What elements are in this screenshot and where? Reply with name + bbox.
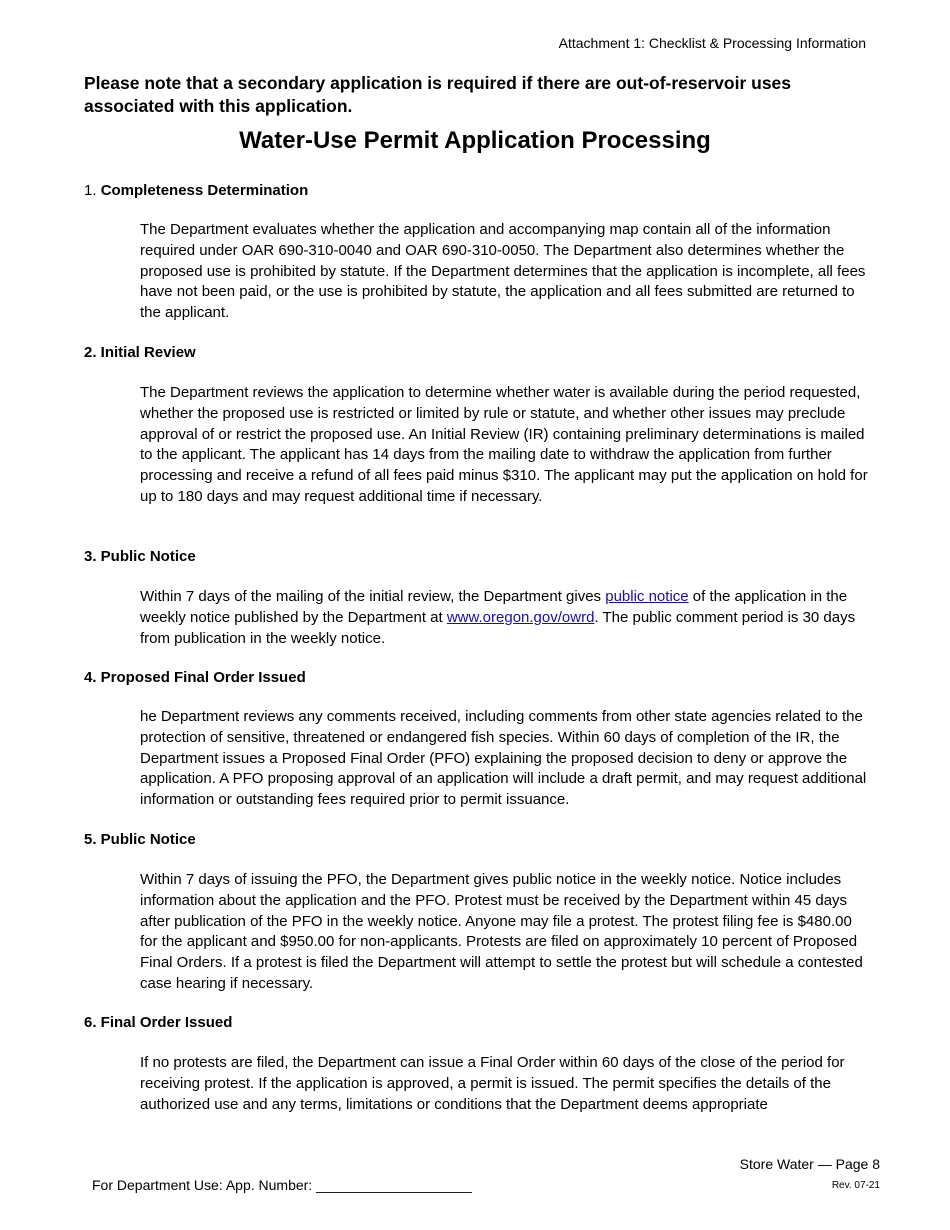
revision-label: Rev. 07-21 <box>831 1180 880 1191</box>
section-1-heading <box>84 182 308 199</box>
section-1-title: Completeness Determination <box>100 182 309 199</box>
page-header: Attachment 1: Checklist & Processing Information <box>558 35 866 51</box>
section-4-heading <box>84 669 306 686</box>
section-1-body: The Department evaluates whether the application and accompanying map contain all of the information required under OAR 690-310-0040 and OAR 690-310-0050. The Department also determines whether the proposed use is prohibited by statute. If the Department determines that the application is incomplete, all fees have not been paid, or the use is prohibited by statute, the application and all fees submitted are returned to the applicant. <box>140 221 866 322</box>
department-use-app-number: For Department Use: App. Number: ____________________ <box>92 1177 472 1193</box>
section-6-body: If no protests are filed, the Department can issue a Final Order within 60 days of the close of the period for receiving protest. If the application is approved, a permit is issued. The permit specifies the details of the authorized use and any terms, limitations or conditions that the Department deems appropriate <box>140 1054 845 1113</box>
section-3-heading <box>84 548 196 565</box>
section-3-title: 3. Public Notice <box>84 548 196 565</box>
section-1-number: 1. <box>84 182 101 199</box>
section-5-title: 5. Public Notice <box>84 831 196 848</box>
section-6-heading <box>84 1014 232 1031</box>
secondary-application-note: Please note that a secondary application is required if there are out-of-reservoir uses associated with this application. <box>84 73 792 116</box>
public-notice-link[interactable]: public notice <box>605 588 689 605</box>
section-4-body: he Department reviews any comments received, including comments from other state agencies related to the protection of sensitive, threatened or endangered fish species. Within 60 days of completion of the IR, the Department issues a Proposed Final Order (PFO) explaining the proposed decision to deny or approve the application. A PFO proposing approval of an application will include a draft permit, and may request additional information or outstanding fees required prior to permit issuance. <box>140 708 867 809</box>
owrd-website-link[interactable]: www.oregon.gov/owrd <box>446 608 595 626</box>
section-3-text-3: . The public comment period is 30 days from publication in the weekly notice. <box>140 608 856 647</box>
section-2-title: 2. Initial Review <box>84 344 196 361</box>
page-number: Store Water — Page 8 <box>739 1156 880 1172</box>
section-2-body: The Department reviews the application to determine whether water is available during the period requested, whether the proposed use is restricted or limited by rule or statute, and whether other issues may preclude approval of or restrict the proposed use. An Initial Review (IR) containing preliminary determinations is mailed to the applicant. The applicant has 14 days from the mailing date to withdraw the application from further processing and receive a refund of all fees paid minus $310. The applicant may put the application on hold for up to 180 days and may request additional time if necessary. <box>140 384 868 505</box>
section-5-body: Within 7 days of issuing the PFO, the Department gives public notice in the weekly notice. Notice includes information about the application and the PFO. Protest must be received by the Department within 45 days after publication of the PFO in the weekly notice. Anyone may file a protest. The protest filing fee is $480.00 for the applicant and $950.00 for non-applicants. Protests are filed on approximately 10 percent of Proposed Final Orders. If a protest is filed the Department will attempt to settle the protest but will schedule a contested case hearing if necessary. <box>140 871 863 992</box>
section-5-heading <box>84 831 196 848</box>
section-3-body <box>140 587 870 649</box>
page-title: Water-Use Permit Application Processing <box>239 127 711 154</box>
section-3-text-2: of the application in the weekly notice published by the Department at <box>140 588 848 626</box>
section-4-title: 4. Proposed Final Order Issued <box>84 669 306 686</box>
section-2-heading <box>84 344 196 361</box>
section-3-text-1: Within 7 days of the mailing of the initial review, the Department gives <box>140 588 606 605</box>
section-6-title: 6. Final Order Issued <box>84 1014 233 1031</box>
